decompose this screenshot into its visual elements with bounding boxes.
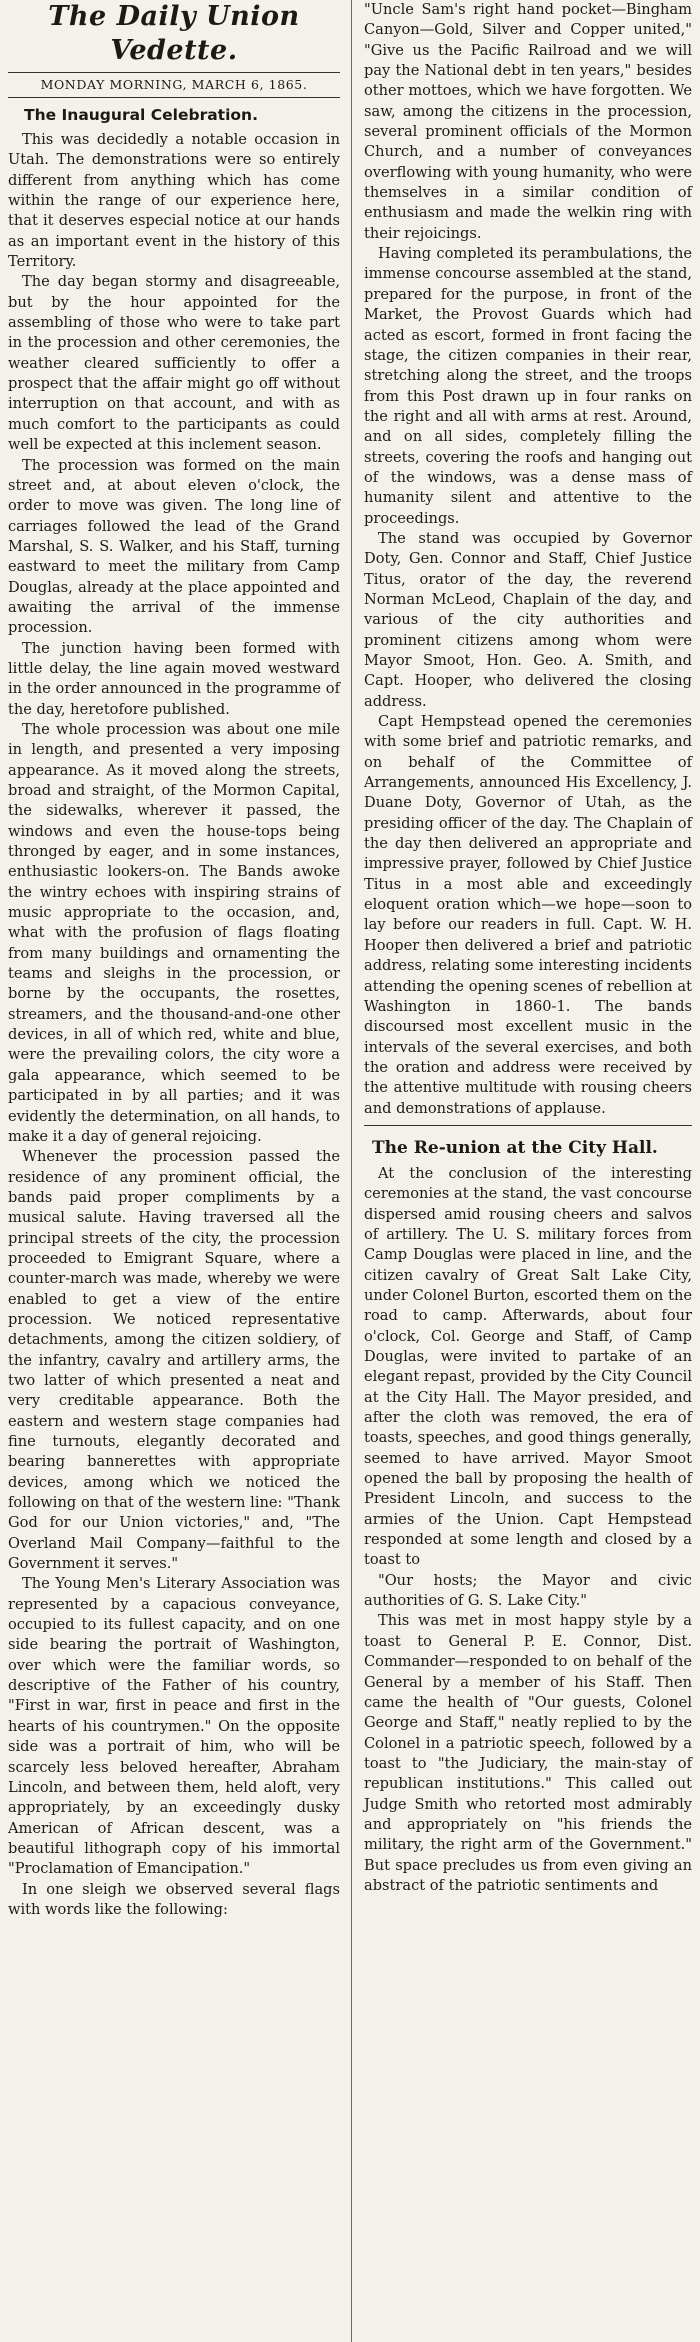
section-rule xyxy=(364,1125,692,1126)
article-paragraph: This was met in most happy style by a toast to General P. E. Connor, Dist. Commander—responded to on behalf of the General by a member of his Staff. Then came the health of "Our guests, Colonel George and Staff," neatly replied to by the Colonel in a patriotic speech, followed by a toast to "the Judiciary, the main-stay of republican institutions." This called out Judge Smith who retorted most admirably and appropriately on "his friends the military, the right arm of the Government." But space precludes us from even giving an abstract of the patriotic sentiments and xyxy=(364,1612,692,1894)
article-paragraph: Whenever the procession passed the residence of any prominent official, the bands paid proper compliments by a musical salute. Having traversed all the principal streets of the city, the procession proceeded to Emigrant Square, where a counter-march was made, whereby we were enabled to get a view of the entire procession. We noticed representative detachments, among the citizen soldiery, of the infantry, cavalry and artillery arms, the two latter of which presented a neat and very creditable appearance. Both the eastern and western stage companies had fine turnouts, elegantly decorated and bearing bannerettes with appropriate devices, among which we noticed the following on that of the western line: "Thank God for our Union victories," and, "The Overland Mail Company—faithful to the Government it serves." xyxy=(8,1148,340,1573)
article-paragraph: The stand was occupied by Governor Doty, Gen. Connor and Staff, Chief Justice Titus, orator of the day, the reverend Norman McLeod, Chaplain of the day, and various of the city authorities and prominent citizens among whom were Mayor Smoot, Hon. Geo. A. Smith, and Capt. Hooper, who delivered the closing address. xyxy=(364,529,692,710)
article-paragraph: At the conclusion of the interesting ceremonies at the stand, the vast concourse dispersed amid rousing cheers and salvos of artillery. The U. S. military forces from Camp Douglas were placed in line, and the citizen cavalry of Great Salt Lake City, under Colonel Burton, escorted them on the road to camp. Afterwards, about four o'clock, Col. George and Staff, of Camp Douglas, were invited to partake of an elegant repast, provided by the City Council at the City Hall. The Mayor presided, and after the cloth was removed, the era of toasts, speeches, and good things generally, seemed to have arrived. Mayor Smoot opened the ball by proposing the health of President Lincoln, and success to the armies of the Union. Capt Hempstead responded at some length and closed by a toast to xyxy=(364,1164,692,1569)
article-title-reunion: The Re-union at the City Hall. xyxy=(372,1137,658,1158)
left-column xyxy=(8,0,348,1920)
article-paragraph: The day began stormy and disagreeable, but by the hour appointed for the assembling of those who were to take part in the procession and other ceremonies, the weather cleared sufficiently to offer a prospect that the affair might go off without interruption on that account, and with as much comfort to the participants as could well be expected at this inclement season. xyxy=(8,273,340,454)
article-paragraph: The junction having been formed with little delay, the line again moved westward in the order announced in the programme of the day, heretofore published. xyxy=(8,639,340,718)
dateline: MONDAY MORNING, MARCH 6, 1865. xyxy=(8,72,340,98)
article-paragraph: The procession was formed on the main street and, at about eleven o'clock, the order to move was given. The long line of carriages followed the lead of the Grand Marshal, S. S. Walker, and his Staff, turning eastward to meet the military from Camp Douglas, already at the place appointed and awaiting the arrival of the immense procession. xyxy=(8,456,340,637)
article-paragraph: In one sleigh we observed several flags with words like the following: xyxy=(8,1880,340,1918)
article-paragraph: Capt Hempstead opened the ceremonies with some brief and patriotic remarks, and on behalf of the Committee of Arrangements, announced His Excellency, J. Duane Doty, Governor of Utah, as the presiding officer of the day. The Chaplain of the day then delivered an appropriate and impressive prayer, followed by Chief Justice Titus in a most able and exceedingly eloquent oration which—we hope—soon to lay before our readers in full. Capt. W. H. Hooper then delivered a brief and patriotic address, relating some interesting incidents attending the opening scenes of rebellion at Washington in 1860-1. The bands discoursed most excellent music in the intervals of the several exercises, and both the oration and address were received by the attentive multitude with rousing cheers and demonstrations of applause. xyxy=(364,713,692,1117)
masthead: The Daily Union Vedette. xyxy=(48,1,300,66)
right-column xyxy=(358,0,692,1896)
article-paragraph: Having completed its perambulations, the immense concourse assembled at the stand, prepared for the purpose, in front of the Market, the Provost Guards which had acted as escort, formed in front facing the stage, the citizen companies in their rear, stretching along the street, and the troops from this Post drawn up in four ranks on the right and all with arms at rest. Around, and on all sides, completely filling the streets, covering the roofs and hanging out of the windows, was a dense mass of humanity silent and attentive to the proceedings. xyxy=(364,245,692,527)
article-paragraph: This was decidedly a notable occasion in Utah. The demonstrations were so entirely different from anything which has come within the range of our experience here, that it deserves especial notice at our hands as an important event in the history of this Territory. xyxy=(8,131,340,271)
article-continuation: "Uncle Sam's right hand pocket—Bingham Canyon—Gold, Silver and Copper united," "Give us the Pacific Railroad and we will pay the National debt in ten years," besides other mottoes, which we have forgotten. We saw, among the citizens in the procession, several prominent officials of the Mormon Church, and a number of conveyances overflowing with young humanity, who were themselves in a similar condition of enthusiasm and made the welkin ring with their rejoicings. xyxy=(364,1,692,242)
article-paragraph: The whole procession was about one mile in length, and presented a very imposing appearance. As it moved along the streets, broad and straight, of the Mormon Capital, the sidewalks, wherever it passed, the windows and even the house-tops being thronged by eager, and in some instances, enthusiastic lookers-on. The Bands awoke the wintry echoes with inspiring strains of music appropriate to the occasion, and, what with the profusion of flags floating from many buildings and ornamenting the teams and sleighs in the procession, or borne by the occupants, the rosettes, streamers, and the thousand-and-one other devices, in all of which red, white and blue, were the prevailing colors, the city wore a gala appearance, which seemed to be participated in by all parties; and it was evidently the determination, on all hands, to make it a day of general rejoicing. xyxy=(8,720,340,1145)
article-paragraph: The Young Men's Literary Association was represented by a capacious conveyance, occupied to its fullest capacity, and on one side bearing the portrait of Washington, over which were the familiar words, so descriptive of the Father of his country, "First in war, first in peace and first in the hearts of his countrymen." On the opposite side was a portrait of him, who will be scarcely less beloved hereafter, Abraham Lincoln, and between them, held aloft, very appropriately, by an exceedingly dusky American of African descent, was a beautiful lithograph copy of his immortal "Proclamation of Emancipation." xyxy=(8,1575,340,1878)
column-divider xyxy=(351,0,352,2342)
toast-quote: "Our hosts; the Mayor and civic authorities of G. S. Lake City." xyxy=(364,1571,692,1610)
article-title-inaugural: The Inaugural Celebration. xyxy=(24,106,258,124)
